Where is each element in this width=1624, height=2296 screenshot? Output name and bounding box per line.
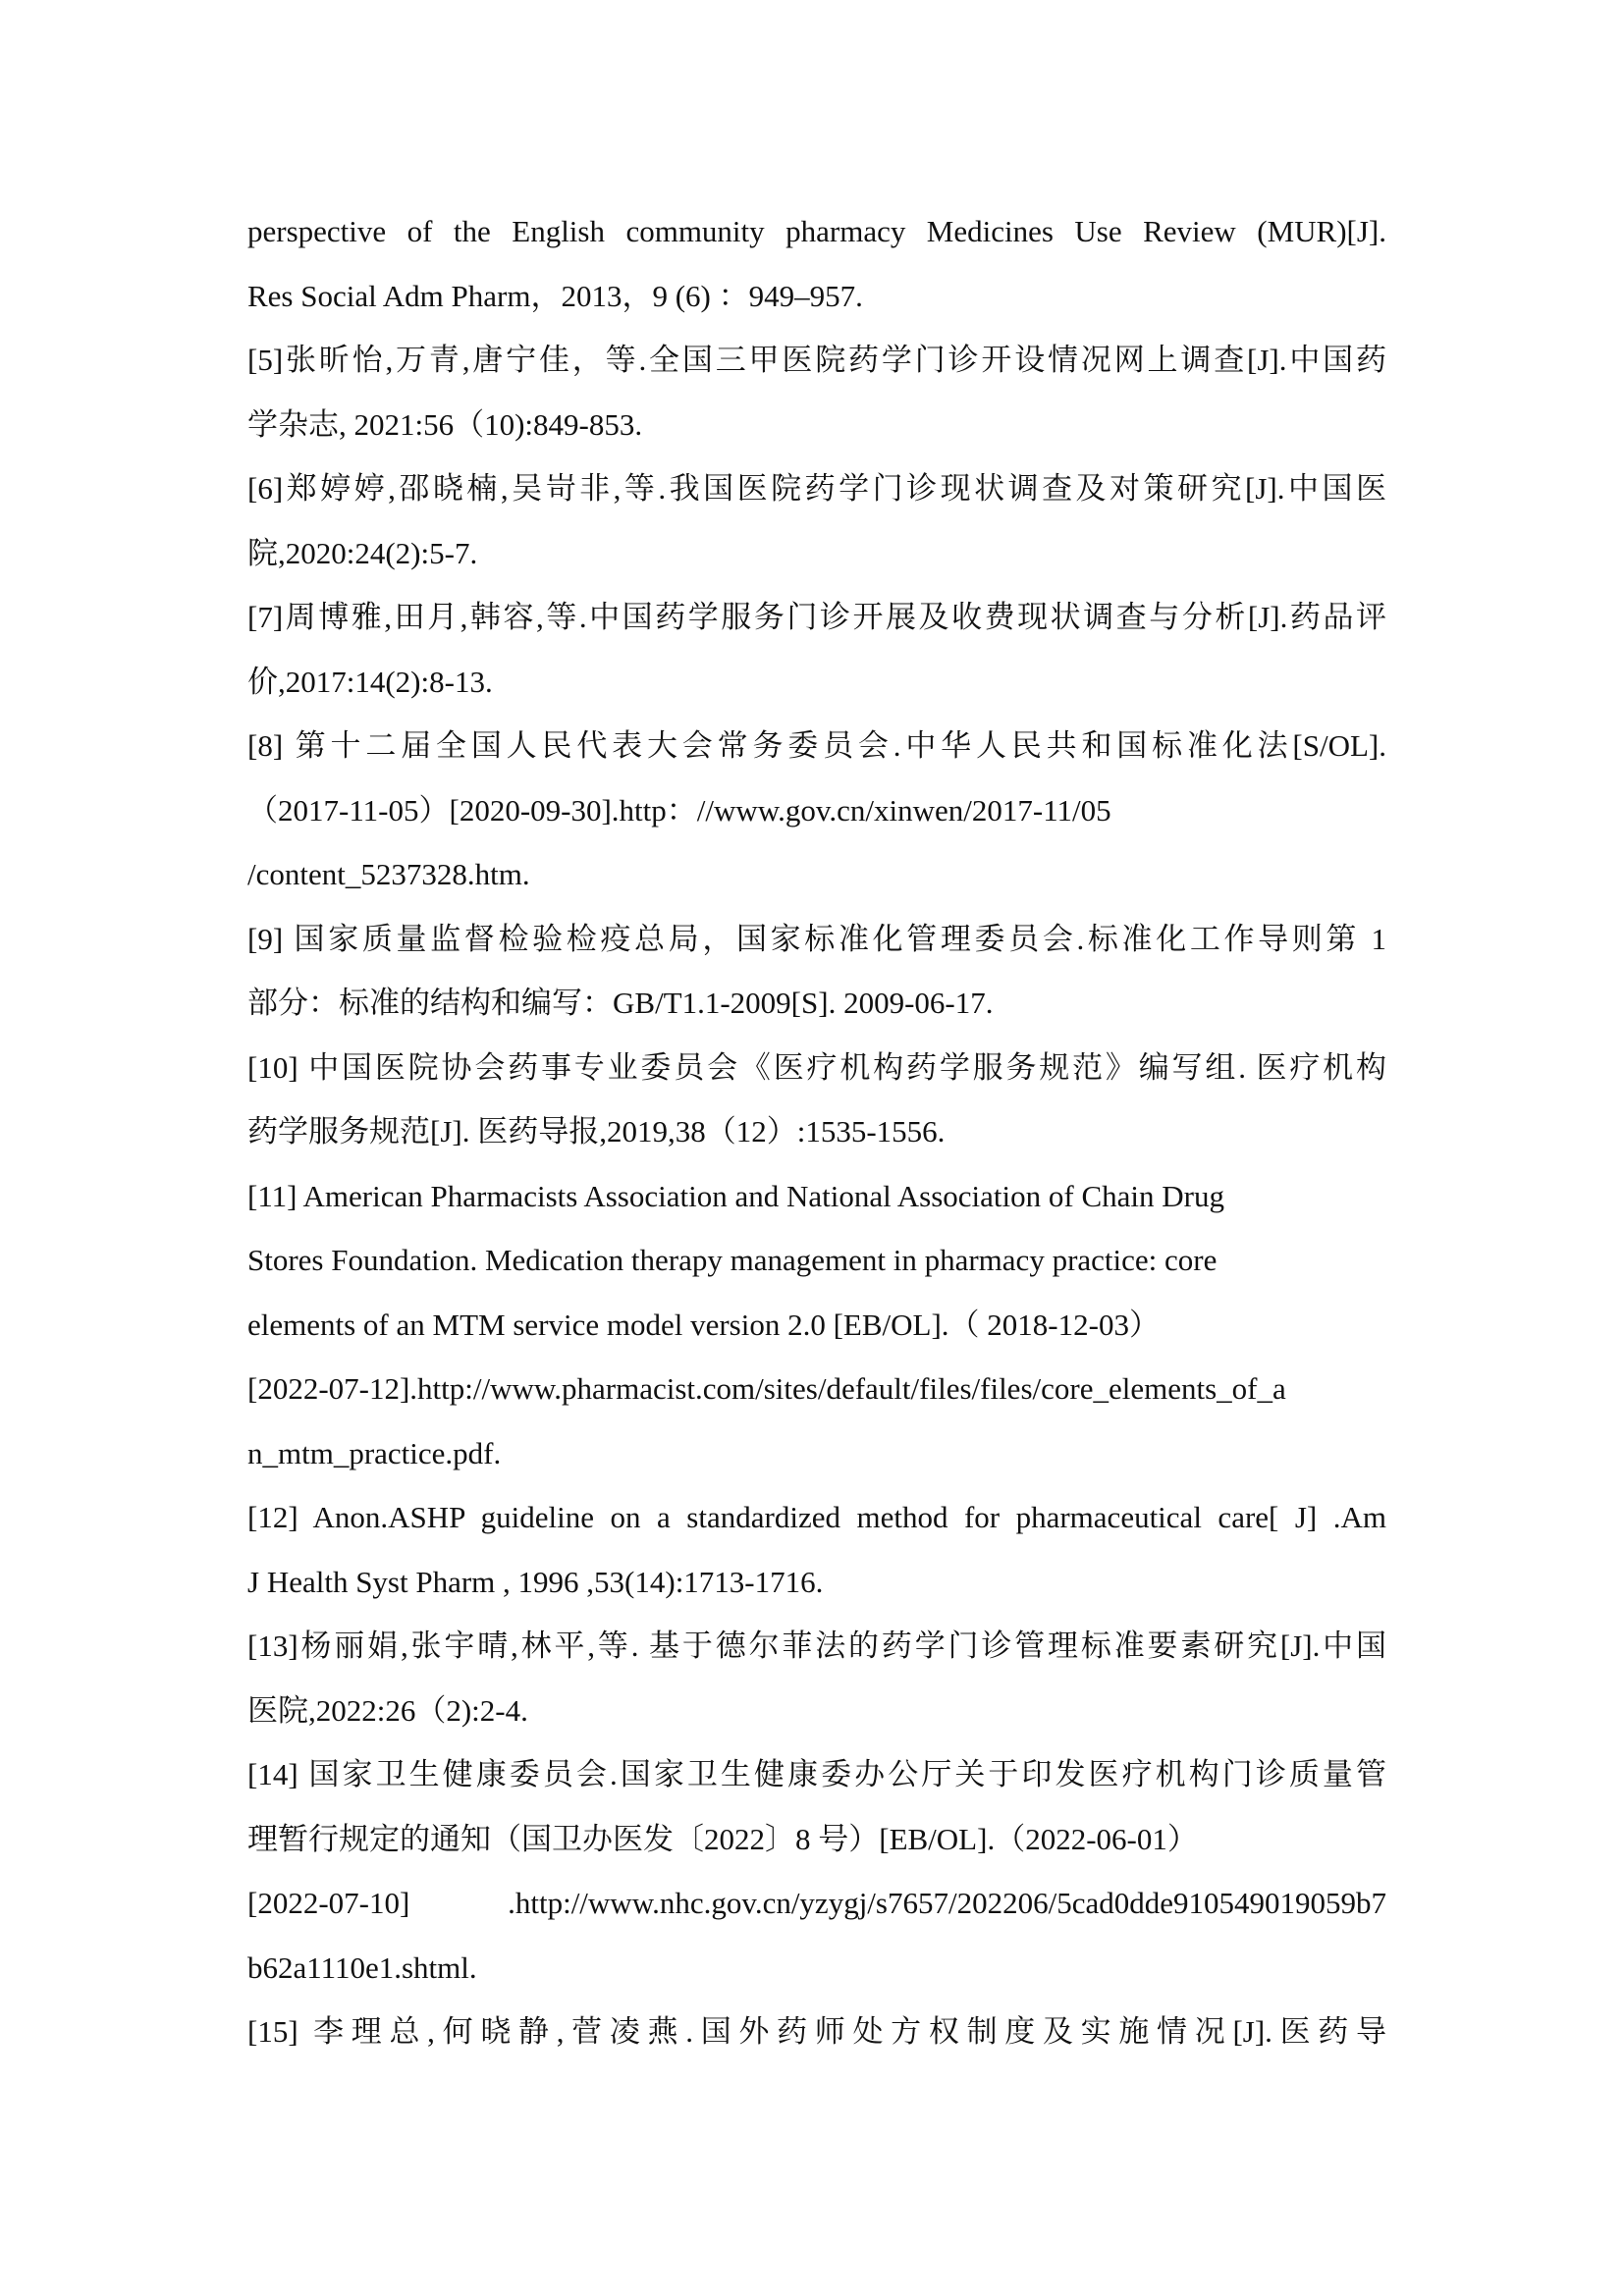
reference-line: [6]郑婷婷,邵晓楠,吴岢非,等.我国医院药学门诊现状调查及对策研究[J].中国医 <box>247 471 1386 506</box>
reference-list <box>247 204 1386 2069</box>
reference-line: 学杂志, 2021:56（10):849-853. <box>247 406 643 442</box>
reference-line: 院,2020:24(2):5-7. <box>247 535 478 570</box>
reference-line: b62a1110e1.shtml. <box>247 1949 477 1985</box>
reference-line: 医院,2022:26（2):2-4. <box>247 1692 528 1728</box>
reference-line: Res Social Adm Pharm，2013，9 (6) ：949–957. <box>247 278 863 313</box>
reference-line: J Health Syst Pharm , 1996 ,53(14):1713-1716. <box>247 1564 824 1599</box>
reference-line: 药学服务规范[J]. 医药导报,2019,38（12）:1535-1556. <box>247 1114 946 1148</box>
reference-line: [2022-07-12].http://www.pharmacist.com/sites/default/files/files/core_elements_of_a <box>247 1371 1286 1406</box>
reference-line: [8] 第十二届全国人民代表大会常务委员会.中华人民共和国标准化法[S/OL]. <box>247 728 1386 763</box>
reference-line: [11] American Pharmacists Association and National Association of Chain Drug <box>247 1178 1224 1213</box>
reference-line: n_mtm_practice.pdf. <box>247 1435 502 1470</box>
reference-line: [7]周博雅,田月,韩容,等.中国药学服务门诊开展及收费现状调查与分析[J].药品评 <box>247 600 1386 634</box>
reference-line: [12] Anon.ASHP guideline on a standardized method for pharmaceutical care[ J] .Am <box>247 1500 1386 1534</box>
reference-line: [2022-07-10] .http://www.nhc.gov.cn/yzygj/s7657/202206/5cad0dde910549019059b7 <box>247 1886 1386 1920</box>
reference-line: 理暂行规定的通知（国卫办医发〔2022〕8 号）[EB/OL].（2022-06-01） <box>247 1821 1198 1856</box>
reference-line: [10] 中国医院协会药事专业委员会《医疗机构药学服务规范》编写组. 医疗机构 <box>247 1049 1386 1085</box>
reference-line: （2017-11-05）[2020-09-30].http：//www.gov.cn/xinwen/2017-11/05 <box>247 792 1111 828</box>
reference-line: perspective of the English community pharmacy Medicines Use Review (MUR)[J]. <box>247 214 1386 248</box>
reference-line: 价,2017:14(2):8-13. <box>247 664 493 699</box>
reference-line: [15] 李理总,何晓静,菅凌燕.国外药师处方权制度及实施情况[J].医药导 <box>247 2014 1386 2049</box>
reference-line: [14] 国家卫生健康委员会.国家卫生健康委办公厅关于印发医疗机构门诊质量管 <box>247 1757 1386 1791</box>
reference-line: /content_5237328.htm. <box>247 857 530 891</box>
reference-line: Stores Foundation. Medication therapy management in pharmacy practice: core <box>247 1243 1218 1277</box>
reference-line: [5]张昕怡,万青,唐宁佳，等.全国三甲医院药学门诊开设情况网上调查[J].中国药 <box>247 343 1386 377</box>
reference-line: elements of an MTM service model version 2.0 [EB/OL].（ 2018-12-03） <box>247 1307 1160 1342</box>
reference-line: 部分：标准的结构和编写：GB/T1.1-2009[S]. 2009-06-17. <box>247 986 994 1020</box>
reference-line: [13]杨丽娟,张宇晴,林平,等. 基于德尔菲法的药学门诊管理标准要素研究[J].中国 <box>247 1629 1386 1663</box>
reference-line: [9] 国家质量监督检验检疫总局，国家标准化管理委员会.标准化工作导则第 1 <box>247 921 1386 956</box>
